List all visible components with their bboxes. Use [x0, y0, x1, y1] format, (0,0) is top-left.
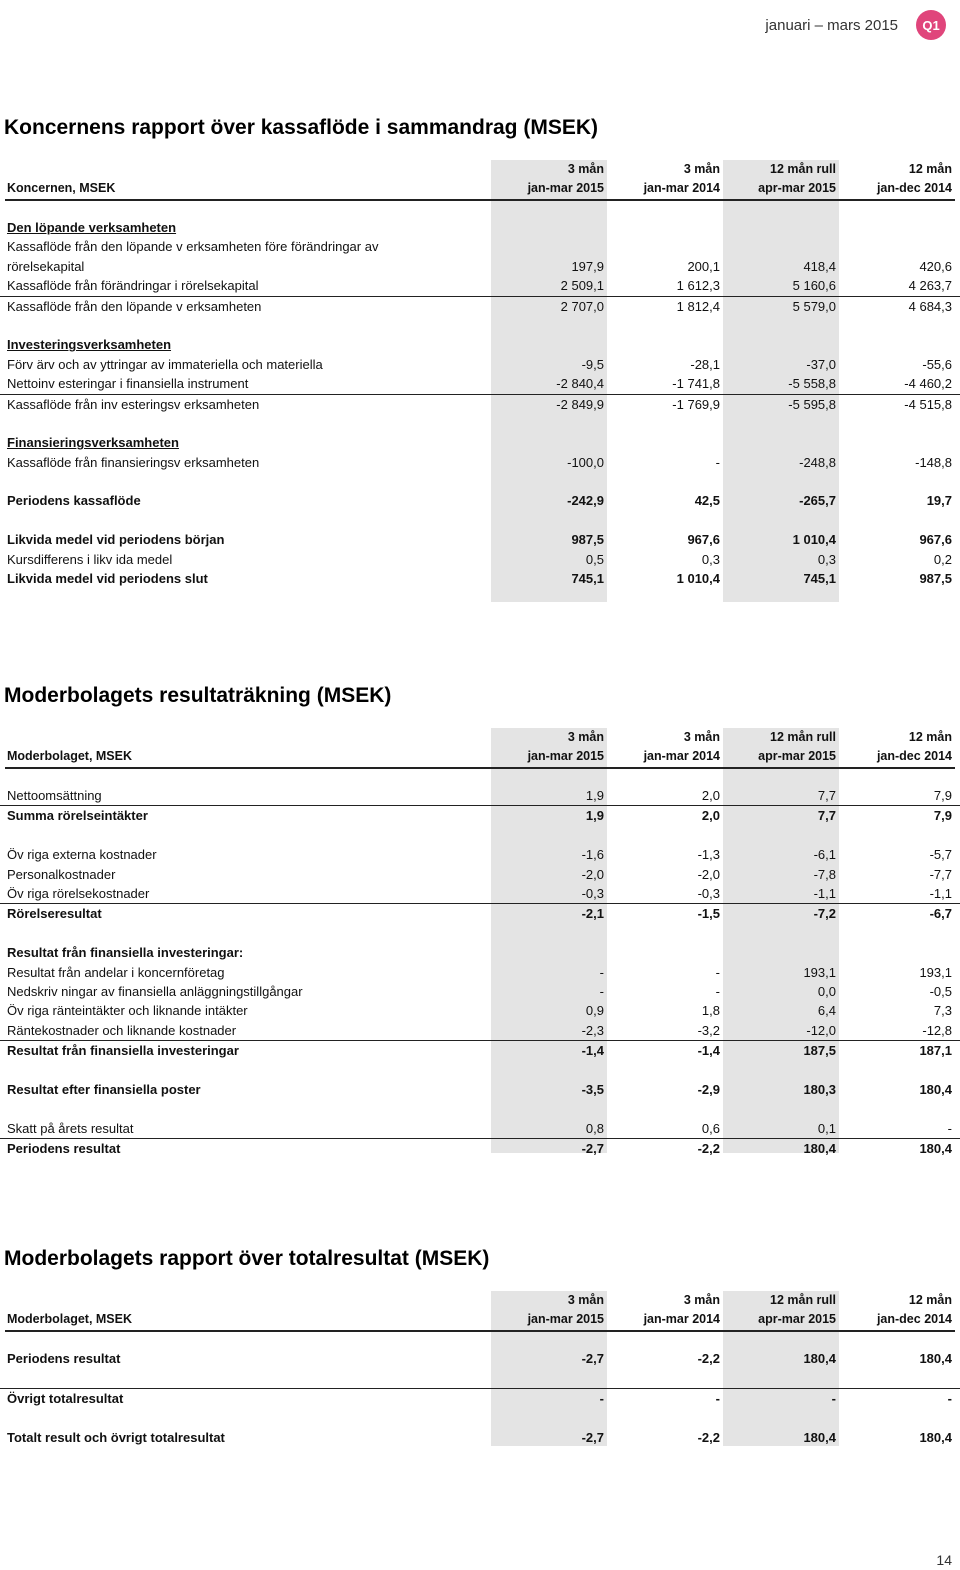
- cell-value: 19,7: [926, 493, 952, 509]
- cell-value: 0,6: [701, 1120, 720, 1136]
- section-title: Koncernens rapport över kassaflöde i sammandrag (MSEK): [4, 116, 598, 139]
- row-label: Resultat från andelar i koncernföretag: [7, 964, 225, 980]
- cell-value: -: [715, 454, 720, 470]
- cell-value: 1 812,4: [676, 298, 720, 314]
- row-label: Kassaflöde från den löpande v erksamheten före förändringar av: [7, 239, 379, 255]
- cell-value: 967,6: [919, 532, 952, 548]
- row-label: Kursdifferens i likv ida medel: [7, 551, 173, 567]
- col-label: jan-dec 2014: [876, 1312, 952, 1327]
- row-label: Likvida medel vid periodens början: [7, 532, 225, 548]
- section-title: Moderbolagets resultaträkning (MSEK): [4, 684, 392, 707]
- row-label: Öv riga rörelsekostnader: [7, 885, 150, 901]
- cell-value: 2 509,1: [560, 278, 604, 294]
- spacer-row: [0, 1099, 960, 1118]
- cell-value: -9,5: [581, 356, 604, 372]
- cell-value: 0,9: [585, 1003, 604, 1019]
- row-label: Resultat från finansiella investeringar:: [7, 945, 244, 961]
- col-label: 3 mån: [567, 162, 604, 176]
- entity-label: Moderbolaget, MSEK: [7, 749, 133, 764]
- cell-value: 6,4: [817, 1003, 836, 1019]
- cell-value: -4 515,8: [904, 396, 952, 412]
- cell-value: -7,8: [813, 866, 836, 882]
- col-label: jan-mar 2014: [643, 181, 720, 196]
- cell-value: -: [947, 1390, 952, 1406]
- cell-value: 180,4: [919, 1141, 952, 1157]
- col-label: jan-mar 2014: [643, 1312, 720, 1327]
- spacer-row: [0, 826, 960, 845]
- cell-value: 1 010,4: [676, 571, 720, 587]
- table-row: [0, 903, 960, 923]
- row-label: Investeringsverksamheten: [7, 337, 172, 353]
- cell-value: 5 160,6: [792, 278, 836, 294]
- cell-value: -248,8: [799, 454, 836, 470]
- table-row: [0, 374, 960, 393]
- spacer-row: [0, 1368, 960, 1387]
- cell-value: 0,2: [933, 551, 952, 567]
- col-label: jan-mar 2014: [643, 749, 720, 764]
- entity-label: Koncernen, MSEK: [7, 181, 116, 196]
- spacer-row: [0, 316, 960, 335]
- cell-value: 180,4: [919, 1429, 952, 1445]
- col-label: 3 mån: [683, 730, 720, 744]
- table-row: [0, 335, 960, 354]
- table-row: [0, 276, 960, 295]
- row-label: Summa rörelseintäkter: [7, 808, 148, 824]
- row-label: Kassaflöde från den löpande v erksamheten: [7, 298, 262, 314]
- cell-value: -6,7: [929, 906, 952, 922]
- page-header: [765, 10, 946, 40]
- cell-value: 7,7: [817, 788, 836, 803]
- cell-value: -2,2: [697, 1141, 720, 1157]
- cell-value: -7,7: [929, 866, 952, 882]
- cell-value: -0,3: [697, 885, 720, 901]
- col-label: jan-dec 2014: [876, 749, 952, 764]
- cell-value: -2,7: [581, 1351, 604, 1366]
- row-label: Öv riga externa kostnader: [7, 847, 157, 863]
- table-row: [0, 982, 960, 1001]
- cell-value: -242,9: [567, 493, 604, 509]
- table-row: [0, 786, 960, 805]
- col-label: 3 mån: [567, 730, 604, 744]
- header-rule: [5, 199, 955, 201]
- table-body: [0, 218, 960, 588]
- cell-value: -2,2: [697, 1351, 720, 1366]
- cell-value: 2,0: [701, 788, 720, 803]
- table-row: [0, 569, 960, 588]
- cell-value: -5,7: [929, 847, 952, 863]
- cell-value: -12,0: [806, 1022, 836, 1038]
- col-label: jan-mar 2015: [527, 749, 604, 764]
- cell-value: -2 849,9: [556, 396, 604, 412]
- col-label: 12 mån: [908, 1293, 952, 1307]
- table-row: [0, 1428, 960, 1447]
- cell-value: 0,3: [701, 551, 720, 567]
- spacer-row: [0, 1408, 960, 1427]
- table-row: [0, 550, 960, 569]
- col-label: apr-mar 2015: [758, 181, 836, 196]
- table-row: [0, 1021, 960, 1040]
- cell-value: 180,4: [803, 1429, 836, 1445]
- cell-value: 1 612,3: [676, 278, 720, 294]
- table-row: [0, 1388, 960, 1408]
- table-row: [0, 296, 960, 316]
- table-row: [0, 963, 960, 982]
- cell-value: 180,4: [803, 1351, 836, 1366]
- table-row: [0, 1040, 960, 1060]
- table-row: [0, 355, 960, 374]
- table-row: [0, 865, 960, 884]
- quarter-badge: Q1: [916, 10, 946, 40]
- row-label: Resultat från finansiella investeringar: [7, 1043, 239, 1059]
- cell-value: -5 595,8: [788, 396, 836, 412]
- col-label: apr-mar 2015: [758, 749, 836, 764]
- cell-value: 0,3: [817, 551, 836, 567]
- cell-value: 180,4: [919, 1081, 952, 1097]
- table-header: [0, 160, 960, 199]
- cell-value: 2,0: [701, 808, 720, 824]
- cell-value: 987,5: [919, 571, 952, 587]
- col-label: 3 mån: [683, 162, 720, 176]
- cell-value: 420,6: [919, 258, 952, 274]
- table-body: [0, 786, 960, 1158]
- row-label: rörelsekapital: [7, 258, 85, 274]
- page-number: 14: [936, 1552, 952, 1568]
- entity-label: Moderbolaget, MSEK: [7, 1312, 133, 1327]
- row-label: Skatt på årets resultat: [7, 1120, 134, 1136]
- cell-value: 0,0: [817, 983, 836, 999]
- col-label: 12 mån: [908, 730, 952, 744]
- cell-value: -1,4: [581, 1043, 604, 1059]
- cell-value: -100,0: [567, 454, 604, 470]
- cell-value: 4 263,7: [908, 278, 952, 294]
- cell-value: 1 010,4: [792, 532, 836, 548]
- cell-value: 180,4: [919, 1351, 952, 1366]
- cell-value: -2,7: [581, 1141, 604, 1157]
- row-label: Öv riga ränteintäkter och liknande intäkter: [7, 1003, 248, 1019]
- cell-value: 7,9: [933, 808, 952, 824]
- cell-value: -: [947, 1120, 952, 1136]
- cell-value: 187,5: [803, 1043, 836, 1059]
- row-label: Nedskriv ningar av finansiella anläggningstillgångar: [7, 983, 303, 999]
- cell-value: -1,6: [581, 847, 604, 863]
- row-label: Kassaflöde från finansieringsv erksamheten: [7, 454, 260, 470]
- row-label: Nettoinv esteringar i finansiella instrument: [7, 376, 249, 392]
- cell-value: -: [599, 983, 604, 999]
- cell-value: -1,1: [813, 885, 836, 901]
- cell-value: -2,2: [697, 1429, 720, 1445]
- cell-value: -2,7: [581, 1429, 604, 1445]
- row-label: Totalt result och övrigt totalresultat: [7, 1429, 225, 1445]
- cell-value: 967,6: [687, 532, 720, 548]
- table-row: [0, 218, 960, 237]
- cell-value: 418,4: [803, 258, 836, 274]
- cell-value: -12,8: [922, 1022, 952, 1038]
- table-row: [0, 530, 960, 549]
- cell-value: 187,1: [919, 1043, 952, 1059]
- row-label: Personalkostnader: [7, 866, 116, 882]
- cashflow-section: [0, 113, 960, 587]
- report-period: januari – mars 2015: [765, 16, 898, 34]
- comprehensive-section: [0, 1244, 960, 1445]
- cell-value: -: [599, 964, 604, 980]
- cell-value: -148,8: [915, 454, 952, 470]
- table-row: [0, 943, 960, 962]
- table-row: [0, 1349, 960, 1368]
- col-label: apr-mar 2015: [758, 1312, 836, 1327]
- header-row-top: [0, 728, 960, 747]
- cell-value: -3,5: [581, 1081, 604, 1097]
- header-row-bottom: [0, 179, 960, 198]
- row-label: Nettoomsättning: [7, 788, 102, 803]
- cell-value: -55,6: [922, 356, 952, 372]
- row-label: Kassaflöde från inv esteringsv erksamheten: [7, 396, 260, 412]
- table-row: [0, 491, 960, 510]
- income-section: [0, 681, 960, 1157]
- cell-value: 200,1: [687, 258, 720, 274]
- spacer-row: [0, 511, 960, 530]
- cell-value: 180,4: [803, 1141, 836, 1157]
- cell-value: -: [599, 1390, 604, 1406]
- cell-value: 1,9: [585, 788, 604, 803]
- cell-value: -6,1: [813, 847, 836, 863]
- table-row: [0, 453, 960, 472]
- cell-value: -2 840,4: [556, 376, 604, 392]
- cell-value: 7,3: [933, 1003, 952, 1019]
- row-label: Periodens resultat: [7, 1141, 121, 1157]
- table-row: [0, 805, 960, 825]
- row-label: Förv ärv och av yttringar av immateriella och materiella: [7, 356, 323, 372]
- cell-value: -: [715, 1390, 720, 1406]
- cell-value: -1,5: [697, 906, 720, 922]
- table-row: [0, 394, 960, 414]
- cell-value: -2,0: [581, 866, 604, 882]
- table-row: [0, 1001, 960, 1020]
- cell-value: -2,1: [581, 906, 604, 922]
- header-row-bottom: [0, 747, 960, 766]
- cell-value: -: [831, 1390, 836, 1406]
- header-row-top: [0, 160, 960, 179]
- row-label: Den löpande verksamheten: [7, 220, 177, 235]
- cell-value: -1 769,9: [672, 396, 720, 412]
- table-row: [0, 237, 960, 256]
- table-row: [0, 257, 960, 276]
- table-row: [0, 1138, 960, 1158]
- cell-value: -28,1: [690, 356, 720, 372]
- cell-value: -37,0: [806, 356, 836, 372]
- col-label: 12 mån: [908, 162, 952, 176]
- table-row: [0, 884, 960, 903]
- cell-value: 2 707,0: [560, 298, 604, 314]
- cell-value: -0,5: [929, 983, 952, 999]
- table-body: [0, 1349, 960, 1447]
- cell-value: -4 460,2: [904, 376, 952, 392]
- cell-value: 745,1: [803, 571, 836, 587]
- col-label: 12 mån rull: [770, 1293, 836, 1307]
- spacer-row: [0, 924, 960, 943]
- spacer-row: [0, 414, 960, 433]
- row-label: Kassaflöde från förändringar i rörelsekapital: [7, 278, 259, 294]
- spacer-row: [0, 472, 960, 491]
- cell-value: -265,7: [799, 493, 836, 509]
- section-title: Moderbolagets rapport över totalresultat (MSEK): [4, 1247, 490, 1270]
- cell-value: -5 558,8: [788, 376, 836, 392]
- cell-value: -0,3: [581, 885, 604, 901]
- cell-value: 7,7: [817, 808, 836, 824]
- cell-value: -1,3: [697, 847, 720, 863]
- row-label: Räntekostnader och liknande kostnader: [7, 1022, 237, 1038]
- col-label: 3 mån: [567, 1293, 604, 1307]
- col-label: jan-dec 2014: [876, 181, 952, 196]
- cell-value: -2,9: [697, 1081, 720, 1097]
- table-header: [0, 728, 960, 767]
- row-label: Periodens kassaflöde: [7, 493, 141, 509]
- cell-value: 193,1: [803, 964, 836, 980]
- col-label: 3 mån: [683, 1293, 720, 1307]
- cell-value: 0,5: [585, 551, 604, 567]
- header-rule: [5, 1330, 955, 1332]
- cell-value: 0,1: [817, 1120, 836, 1136]
- row-label: Övrigt totalresultat: [7, 1390, 124, 1406]
- row-label: Finansieringsverksamheten: [7, 435, 179, 451]
- cell-value: -: [715, 964, 720, 980]
- cell-value: 987,5: [571, 532, 604, 548]
- col-label: jan-mar 2015: [527, 1312, 604, 1327]
- cell-value: -1,4: [697, 1043, 720, 1059]
- cell-value: -1,1: [929, 885, 952, 901]
- table-row: [0, 1080, 960, 1099]
- cell-value: -7,2: [813, 906, 836, 922]
- cell-value: 745,1: [571, 571, 604, 587]
- cell-value: 4 684,3: [908, 298, 952, 314]
- table-row: [0, 845, 960, 864]
- table-header: [0, 1291, 960, 1330]
- header-row-top: [0, 1291, 960, 1310]
- cell-value: 5 579,0: [792, 298, 836, 314]
- row-label: Likvida medel vid periodens slut: [7, 571, 208, 587]
- cell-value: 197,9: [571, 258, 604, 274]
- cell-value: -: [715, 983, 720, 999]
- header-row-bottom: [0, 1310, 960, 1329]
- header-rule: [5, 767, 955, 769]
- row-label: Rörelseresultat: [7, 906, 102, 922]
- col-label: 12 mån rull: [770, 162, 836, 176]
- cell-value: 7,9: [933, 788, 952, 803]
- row-label: Resultat efter finansiella poster: [7, 1081, 201, 1097]
- cell-value: 1,9: [585, 808, 604, 824]
- col-label: jan-mar 2015: [527, 181, 604, 196]
- cell-value: 193,1: [919, 964, 952, 980]
- cell-value: 0,8: [585, 1120, 604, 1136]
- cell-value: -3,2: [697, 1022, 720, 1038]
- table-row: [0, 433, 960, 452]
- cell-value: -2,3: [581, 1022, 604, 1038]
- spacer-row: [0, 1060, 960, 1079]
- cell-value: 1,8: [701, 1003, 720, 1019]
- cell-value: -1 741,8: [672, 376, 720, 392]
- cell-value: -2,0: [697, 866, 720, 882]
- cell-value: 42,5: [694, 493, 720, 509]
- cell-value: 180,3: [803, 1081, 836, 1097]
- col-label: 12 mån rull: [770, 730, 836, 744]
- row-label: Periodens resultat: [7, 1351, 121, 1366]
- table-row: [0, 1119, 960, 1138]
